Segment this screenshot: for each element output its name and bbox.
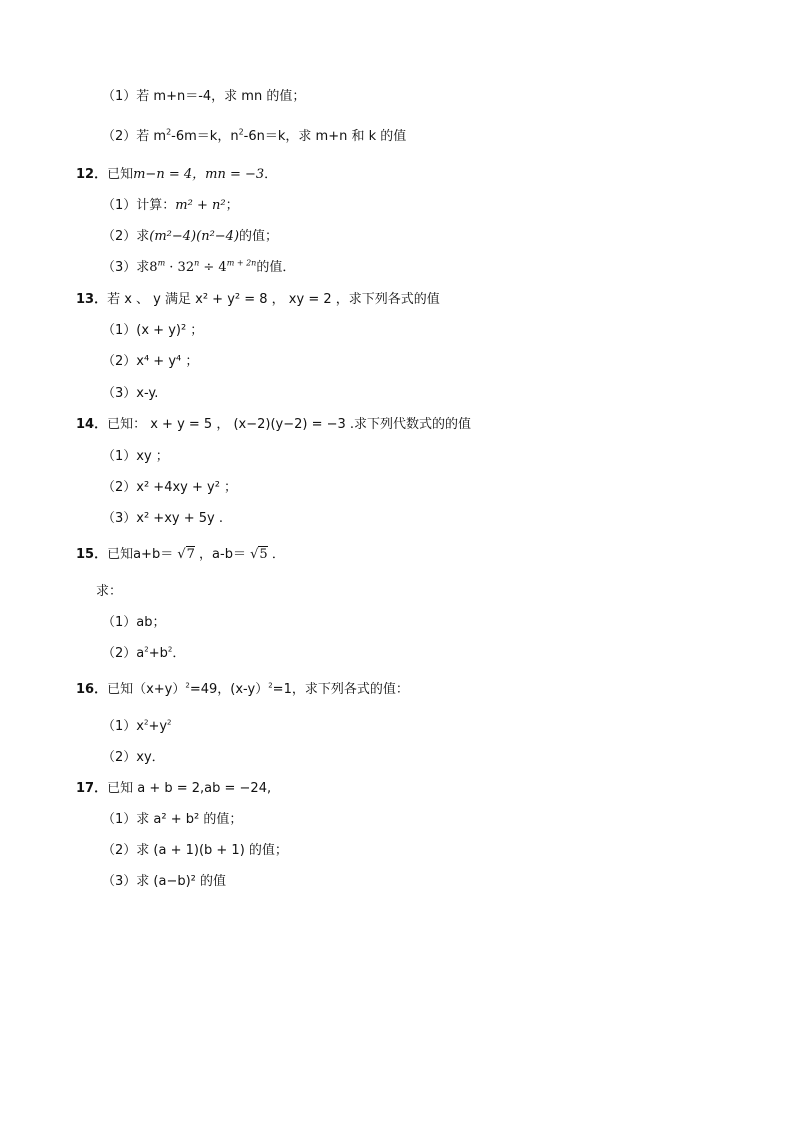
text: （2）x⁴ + y⁴ ； bbox=[102, 354, 199, 369]
text: 已知： x + y = 5 ， (x−2)(y−2) = −3 .求下列代数式的的值 bbox=[107, 417, 472, 432]
text: （2）a bbox=[102, 646, 145, 661]
question-13-part-3 bbox=[102, 385, 158, 403]
text: 求： bbox=[96, 584, 123, 599]
question-12-part-2 bbox=[102, 228, 278, 246]
text: （1）计算： bbox=[102, 198, 176, 213]
formula bbox=[149, 260, 256, 275]
question-17-part-3 bbox=[102, 873, 226, 891]
formula: m² + n² bbox=[175, 198, 226, 213]
question-14-part-2 bbox=[102, 479, 237, 497]
text: （1）(x + y)² ； bbox=[102, 323, 204, 338]
question-number: 17． bbox=[76, 781, 108, 796]
text: （2）求 bbox=[102, 229, 150, 244]
exponent: n bbox=[194, 258, 200, 268]
radicand: 5 bbox=[259, 547, 268, 562]
exponent: 2 bbox=[167, 645, 173, 654]
question-15-part-2 bbox=[102, 645, 185, 663]
question-13-stem bbox=[76, 291, 440, 309]
text: 已知 bbox=[107, 167, 134, 182]
question-11-part-2 bbox=[102, 128, 406, 146]
exponent: 2 bbox=[166, 127, 172, 137]
text: -6n＝k，求 m+n 和 k 的值 bbox=[243, 129, 407, 144]
base: 8 bbox=[149, 260, 158, 275]
question-17-part-1 bbox=[102, 811, 242, 829]
question-14-stem bbox=[76, 416, 471, 434]
question-12-part-1 bbox=[102, 197, 239, 215]
text: （1）x bbox=[102, 719, 144, 734]
question-13-part-1 bbox=[102, 322, 203, 340]
exponent: 2 bbox=[143, 718, 149, 727]
question-number: 13． bbox=[76, 292, 108, 307]
text: （1）若 m+n＝-4，求 mn 的值； bbox=[102, 89, 306, 104]
question-15-part-1 bbox=[102, 614, 166, 632]
question-number: 16． bbox=[76, 682, 108, 697]
text: 已知 a + b = 2,ab = −24, bbox=[107, 781, 272, 796]
text: ． bbox=[172, 646, 186, 661]
question-number: 14． bbox=[76, 417, 108, 432]
formula: m−n = 4，mn = −3 bbox=[133, 167, 265, 182]
text: （2）xy． bbox=[102, 750, 165, 765]
text: 已知（x+y） bbox=[107, 682, 186, 697]
question-11-part-1 bbox=[102, 88, 305, 106]
text: （3）x-y. bbox=[102, 386, 159, 401]
question-16-part-1 bbox=[102, 718, 172, 736]
text: =49，(x-y） bbox=[189, 682, 269, 697]
radicand: 7 bbox=[186, 547, 195, 562]
question-number: 12． bbox=[76, 167, 108, 182]
question-16-part-2 bbox=[102, 749, 165, 767]
text: =1，求下列各式的值： bbox=[272, 682, 409, 697]
text: +b bbox=[148, 646, 168, 661]
text: 已知a+b＝ bbox=[107, 547, 178, 562]
question-12-part-3 bbox=[102, 259, 295, 277]
text: ． bbox=[264, 167, 278, 182]
text: 的值； bbox=[239, 229, 279, 244]
exponent: 2 bbox=[144, 645, 149, 654]
text: （1）求 a² + b² 的值； bbox=[102, 812, 243, 827]
text: ． bbox=[267, 547, 285, 562]
text: （2）若 m bbox=[102, 129, 167, 144]
text: 的值． bbox=[256, 260, 296, 275]
question-12-stem bbox=[76, 166, 277, 184]
text: -6m＝k，n bbox=[171, 129, 239, 144]
sqrt-5: √5 bbox=[250, 547, 268, 562]
text: （3）求 (a−b)² 的值 bbox=[102, 874, 227, 889]
question-17-part-2 bbox=[102, 842, 288, 860]
question-14-part-3 bbox=[102, 510, 223, 528]
question-14-part-1 bbox=[102, 448, 169, 466]
question-17-stem bbox=[76, 780, 271, 798]
exponent: m bbox=[157, 258, 166, 268]
text: （1）xy ； bbox=[102, 449, 169, 464]
exponent: m + 2n bbox=[226, 258, 257, 268]
question-15-stem bbox=[76, 546, 285, 564]
text: ； bbox=[225, 198, 239, 213]
question-15-ask bbox=[96, 583, 122, 601]
text: （1）ab； bbox=[102, 615, 166, 630]
text: 若 x 、 y 满足 x² + y² = 8 ， xy = 2 ，求下列各式的值 bbox=[107, 292, 440, 307]
question-number: 15． bbox=[76, 547, 108, 562]
sqrt-7: √7 bbox=[177, 547, 195, 562]
text: ，a-b＝ bbox=[194, 547, 251, 562]
question-13-part-2 bbox=[102, 353, 198, 371]
exponent: 2 bbox=[268, 681, 273, 690]
text: （3）求 bbox=[102, 260, 150, 275]
text: （3）x² +xy + 5y . bbox=[102, 511, 223, 526]
text: （2）求 (a + 1)(b + 1) 的值； bbox=[102, 843, 288, 858]
exponent: 2 bbox=[167, 718, 172, 727]
formula: (m²−4)(n²−4) bbox=[149, 229, 240, 244]
text: +y bbox=[148, 719, 168, 734]
exponent: 2 bbox=[185, 681, 190, 690]
question-16-stem bbox=[76, 681, 409, 699]
text: （2）x² +4xy + y² ； bbox=[102, 480, 238, 495]
base: · 32 bbox=[165, 260, 195, 275]
base: ÷ 4 bbox=[199, 260, 227, 275]
exponent: 2 bbox=[238, 127, 244, 137]
